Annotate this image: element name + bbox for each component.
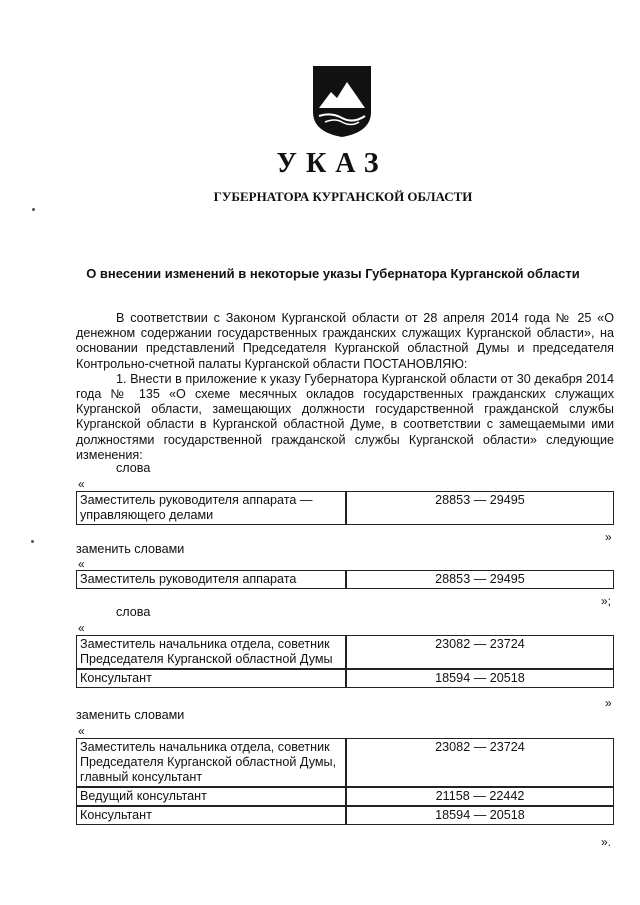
position-cell: Заместитель начальника отдела, советник Председателя Курганской областной Думы (76, 635, 346, 669)
table-row (76, 491, 614, 525)
salary-cell: 18594 — 20518 (346, 806, 614, 825)
document-heading: О внесении изменений в некоторые указы Губернатора Курганской области (86, 266, 580, 281)
table-row (76, 635, 614, 669)
open-quote: « (78, 557, 85, 571)
document-title: УКАЗ (276, 148, 388, 179)
salary-cell: 23082 — 23724 (346, 738, 614, 787)
label-replace-with: заменить словами (76, 708, 185, 722)
label-words: слова (116, 461, 151, 475)
salary-cell: 18594 — 20518 (346, 669, 614, 688)
open-quote: « (78, 724, 85, 738)
salary-cell: 23082 — 23724 (346, 635, 614, 669)
coat-of-arms-emblem (311, 64, 373, 138)
salary-cell: 28853 — 29495 (346, 570, 614, 589)
position-table-old-2 (76, 635, 614, 688)
table-row (76, 806, 614, 825)
salary-cell: 21158 — 22442 (346, 787, 614, 806)
salary-cell: 28853 — 29495 (346, 491, 614, 525)
close-quote: » (605, 530, 612, 544)
table-row (76, 787, 614, 806)
document-subtitle: ГУБЕРНАТОРА КУРГАНСКОЙ ОБЛАСТИ (213, 189, 473, 204)
position-table-new-2 (76, 738, 614, 825)
position-table-old-1 (76, 491, 614, 525)
open-quote: « (78, 621, 85, 635)
close-quote-period: ». (601, 835, 612, 849)
position-cell: Заместитель руководителя аппарата (76, 570, 346, 589)
scan-speck (31, 540, 34, 543)
table-row (76, 669, 614, 688)
scan-speck (32, 208, 35, 211)
label-replace-with: заменить словами (76, 542, 185, 556)
table-row (76, 738, 614, 787)
position-table-new-1 (76, 570, 614, 589)
body-text (76, 311, 614, 463)
position-cell: Заместитель начальника отдела, советник Председателя Курганской областной Думы, главный консультант (76, 738, 346, 787)
label-words: слова (116, 605, 151, 619)
close-quote-semicolon: »; (601, 594, 612, 608)
position-cell: Заместитель руководителя аппарата — управляющего делами (76, 491, 346, 525)
paragraph-preamble: В соответствии с Законом Курганской области от 28 апреля 2014 года № 25 «О денежном содержании государственных гражданских служащих Курганской области», на основании представлений Председателя Курганской областной Думы и председателя Контрольно-счетной палаты Курганской области ПОСТАНОВЛЯЮ: (76, 311, 614, 371)
position-cell: Консультант (76, 806, 346, 825)
paragraph-item-1: 1. Внести в приложение к указу Губернатора Курганской области от 30 декабря 2014 года № 135 «О схеме месячных окладов государственных гражданских служащих Курганской области, замещающих должности государственной гражданской службы Курганской области в Курганской областной Думе, в соответствии с замещаемыми ими должностями государственной гражданской службы Курганской области» следующие изменения: (76, 371, 614, 462)
close-quote: » (605, 696, 612, 710)
open-quote: « (78, 477, 85, 491)
position-cell: Ведущий консультант (76, 787, 346, 806)
position-cell: Консультант (76, 669, 346, 688)
table-row (76, 570, 614, 589)
